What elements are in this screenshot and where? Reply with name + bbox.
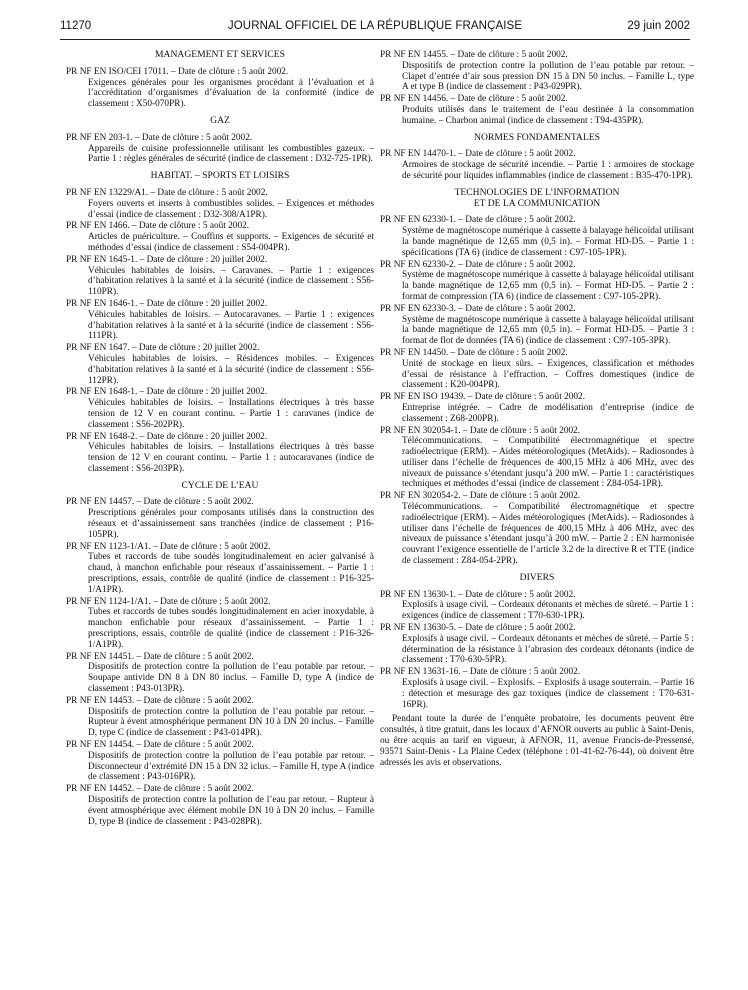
entry-description: Articles de puériculture. – Couffins et supports. – Exigences de sécurité et méthodes d’essai (indice de classement : S54-004PR). xyxy=(88,232,374,253)
standard-entry xyxy=(66,299,374,342)
entry-description: Dispositifs de protection contre la pollution de l’eau potable par retour. – Clapet d’entrée d’air sous pression DN 15 à DN 50 inclus. – Famille L, type A et type B (indice de classement : P43-029PR). xyxy=(402,60,694,93)
journal-title: JOURNAL OFFICIEL DE LA RÉPUBLIQUE FRANÇAISE xyxy=(227,20,523,32)
header-rule xyxy=(60,39,690,40)
entry-reference: PR NF EN 13630-5. – Date de clôture : 5 août 2002. xyxy=(380,623,576,634)
entry-description: Explosifs à usage civil. – Explosifs. – Explosifs à usage souterrain. – Partie 16 : détection et mesurage des gaz toxiques (indice de classement : T70-631-16PR). xyxy=(402,678,694,710)
entry-description: Explosifs à usage civil. – Cordeaux détonants et mèches de sûreté. – Partie 5 : détermination de la résistance à l’abrasion des cordeaux détonants (indice de classement : T70-630-5PR). xyxy=(402,633,694,666)
standard-entry xyxy=(380,491,694,567)
section-heading: HABITAT. – SPORTS ET LOISIRS xyxy=(150,170,290,182)
entry-reference: PR NF EN 14455. – Date de clôture : 5 août 2002. xyxy=(380,50,568,60)
standard-entry xyxy=(66,188,374,220)
standard-entry xyxy=(380,348,694,391)
entry-description: Dispositifs de protection contre la pollution de l’eau potable par retour. – Soupape antivide DN 8 à DN 80 inclus. – Famille D, type A (indice de classement : P43-013PR). xyxy=(88,662,374,695)
entry-reference: PR NF EN 14453. – Date de clôture : 5 août 2002. xyxy=(66,695,254,706)
standard-entry xyxy=(66,133,374,165)
entry-description: Véhicules habitables de loisirs. – Installations électriques à très basse tension de 12 V en courant continu. – Partie 1 : caravanes (indice de classement : S56-202PR). xyxy=(88,398,374,430)
entry-description: Télécommunications. – Compatibilité électromagnétique et spectre radioélectrique (ERM). – Aides météorologiques (MetAids). – Radiosondes à utiliser dans l’échelle de fréquences de 400,15 MHz à 406 MHz, avec des niveaux de puissance s’étendant jusqu’à 200 mW. – Partie 2 : EN harmonisée couvrant l’exigence essentielle de l’article 3.2 de la directive R et TTE (indice de classement : Z84-054-2PR). xyxy=(402,502,694,567)
standard-entry xyxy=(380,304,694,347)
entry-reference: PR NF EN 13630-1. – Date de clôture : 5 août 2002. xyxy=(380,589,576,600)
entry-reference: PR NF EN 1648-2. – Date de clôture : 20 juillet 2002. xyxy=(66,431,268,442)
entry-description: Dispositifs de protection contre la pollution de l’eau potable par retour. – Rupteur à évent atmosphérique permanent DN 10 à DN 20 inclus. – Famille D, type C (indice de classement : P43-014PR). xyxy=(88,706,374,739)
entry-reference: PR NF EN 62330-2. – Date de clôture : 5 août 2002. xyxy=(380,259,576,270)
right-column-sections xyxy=(380,50,694,710)
standard-entry xyxy=(380,260,694,303)
entry-description: Unité de stockage en lieux sûrs. – Exigences, classification et méthodes d’essai de résistance à l’effraction. – Coffres domestiques (indice de classement : K20-004PR). xyxy=(402,358,694,391)
entry-reference: PR NF EN ISO 19439. – Date de clôture : 5 août 2002. xyxy=(380,392,586,403)
entry-reference: PR NF EN 62330-1. – Date de clôture : 5 août 2002. xyxy=(380,215,576,226)
standard-entry xyxy=(380,426,694,491)
entry-reference: PR NF EN 14450. – Date de clôture : 5 août 2002. xyxy=(380,347,568,358)
entry-reference: PR NF EN 14454. – Date de clôture : 5 août 2002. xyxy=(66,740,254,751)
entry-description: Prescriptions générales pour composants utilisés dans la construction des réseaux et d’assainissement sans tranchées (indice de classement : P16-105PR). xyxy=(88,508,374,540)
right-column xyxy=(380,50,694,768)
entry-description: Système de magnétoscope numérique à cassette à balayage hélicoïdal utilisant la bande magnétique de 12,65 mm (0,5 in). – Format HD-D5. – Partie 1 : spécifications (TA 6) (indice de classement : C97-105-1PR). xyxy=(402,226,694,258)
publication-date: 29 juin 2002 xyxy=(627,20,690,32)
entry-description: Véhicules habitables de loisirs. – Caravanes. – Partie 1 : exigences d’habitation relatives à la santé et à la sécurité (indice de classement : S56-110PR). xyxy=(88,265,374,298)
section-heading: GAZ xyxy=(210,114,230,126)
standard-entry xyxy=(66,387,374,430)
entry-reference: PR NF EN 302054-1. – Date de clôture : 5 août 2002. xyxy=(380,425,581,436)
entry-description: Foyers ouverts et inserts à combustibles solides. – Exigences et méthodes d’essai (indice de classement : D32-308/A1PR). xyxy=(88,198,374,220)
standard-entry xyxy=(380,392,694,424)
entry-reference: PR NF EN 14457. – Date de clôture : 5 août 2002. xyxy=(66,497,254,508)
entry-reference: PR NF EN 13229/A1. – Date de clôture : 5 août 2002. xyxy=(66,187,268,198)
entry-reference: PR NF EN 1645-1. – Date de clôture : 20 juillet 2002. xyxy=(66,254,268,265)
entry-description: Exigences générales pour les organismes procédant à l’évaluation et à l’accréditation d’organismes d’évaluation de la conformité (indice de classement : X50-070PR). xyxy=(88,77,374,110)
standard-entry xyxy=(66,343,374,386)
entry-description: Armoires de stockage de sécurité incendie. – Partie 1 : armoires de stockage de sécurité pour liquides inflammables (indice de classement : B35-470-1PR). xyxy=(402,160,694,181)
page-number: 11270 xyxy=(60,20,92,32)
section-heading: TECHNOLOGIES DE L’INFORMATION ET DE LA COMMUNICATION xyxy=(454,186,620,209)
standard-entry xyxy=(66,432,374,475)
section-heading: NORMES FONDAMENTALES xyxy=(474,131,600,143)
entry-reference: PR NF EN 62330-3. – Date de clôture : 5 août 2002. xyxy=(380,303,576,314)
entry-reference: PR NF EN 14451. – Date de clôture : 5 août 2002. xyxy=(66,651,254,662)
entry-description: Dispositifs de protection contre la pollution de l’eau potable par retour. – Disconnecteur d’extrémité DN 15 à DN 32 iclus. – Famille H, type A (indice de classement : P43-016PR). xyxy=(88,750,374,783)
entry-description: Appareils de cuisine professionnelle utilisant les combustibles gazeux. – Partie 1 : règles générales de sécurité (indice de classement : D32-725-1PR). xyxy=(88,143,374,165)
section-heading: DIVERS xyxy=(519,571,555,583)
entry-description: Système de magnétoscope numérique à cassette à balayage hélicoïdal utilisant la bande magnétique de 12,65 mm (0,5 in). – Format HD-D5. – Partie 2 : format de compression (TA 6) (indice de classement : C97-105-2PR). xyxy=(402,270,694,302)
standard-entry xyxy=(380,590,694,622)
entry-description: Entreprise intégrée. – Cadre de modélisation d’entreprise (indice de classement : Z68-200PR). xyxy=(402,402,694,424)
entry-reference: PR NF EN 1466. – Date de clôture : 5 août 2002. xyxy=(66,221,250,232)
section-heading: CYCLE DE L’EAU xyxy=(181,479,259,491)
entry-description: Télécommunications. – Compatibilité électromagnétique et spectre radioélectrique (ERM). – Aides météorologiques (MetAids). – Radiosondes à utiliser dans l’échelle de fréquences de 400,15 MHz à 406 MHz, avec des niveaux de puissance s’étendant jusqu’à 200 mW. – Partie 1 : caractéristiques techniques et méthodes d’essai (indice de classement : Z84-054-1PR). xyxy=(402,436,694,490)
standard-entry xyxy=(66,497,374,540)
entry-reference: PR NF EN 1124-1/A1. – Date de clôture : 5 août 2002. xyxy=(66,596,271,607)
standard-entry xyxy=(380,149,694,181)
standard-entry xyxy=(380,667,694,710)
entry-reference: PR NF EN 14470-1. – Date de clôture : 5 août 2002. xyxy=(380,149,576,160)
standard-entry xyxy=(66,597,374,651)
standard-entry xyxy=(66,784,374,827)
entry-description: Véhicules habitables de loisirs. – Résidences mobiles. – Exigences d’habitation relatives à la santé et à la sécurité (indice de classement : S56-112PR). xyxy=(88,353,374,386)
entry-reference: PR NF EN 14456. – Date de clôture : 5 août 2002. xyxy=(380,94,568,105)
entry-reference: PR NF EN 14452. – Date de clôture : 5 août 2002. xyxy=(66,784,254,795)
closing-paragraph: Pendant toute la durée de l’enquête probatoire, les documents peuvent être consultés, à titre gratuit, dans les locaux d’AFNOR ouverts au public à Saint-Denis, ou être acquis au tarif en vigueur, à AFNOR, 11, avenue Francis-de-Pressensé, 93571 Saint-Denis - La Plaine Cedex (téléphone : 01-41-62-76-44), où doivent être adressés les avis et observations. xyxy=(380,714,694,768)
entry-reference: PR NF EN 203-1. – Date de clôture : 5 août 2002. xyxy=(66,132,253,143)
standard-entry xyxy=(66,255,374,298)
standard-entry xyxy=(380,623,694,666)
standard-entry xyxy=(66,652,374,695)
standard-entry xyxy=(66,740,374,783)
entry-reference: PR NF EN 1123-1/A1. – Date de clôture : 5 août 2002. xyxy=(66,541,271,552)
standard-entry xyxy=(66,696,374,739)
entry-description: Tubes et raccords de tubes soudés longitudinalement en acier inoxydable, à manchon enfichable pour réseaux d’assainissement. – Partie 1 : prescriptions, essais, contrôle de qualité (indice de classement : P16-326-1/A1PR). xyxy=(88,607,374,650)
page-header xyxy=(60,12,690,38)
standard-entry xyxy=(66,542,374,596)
standard-entry xyxy=(66,67,374,110)
entry-description: Produits utilisés dans le traitement de l’eau destinée à la consommation humaine. – Charbon animal (indice de classement : T94-435PR). xyxy=(402,104,694,126)
entry-description: Tubes et raccords de tube soudés longitudinalement en acier galvanisé à chaud, à manchon enfichable pour réseaux d’assainissement. – Partie 1 : prescriptions, essais, contrôle de qualité (indice de classement : P16-325-1/A1PR). xyxy=(88,552,374,595)
section-heading: MANAGEMENT ET SERVICES xyxy=(155,49,285,60)
standard-entry xyxy=(380,215,694,258)
entry-reference: PR NF EN ISO/CEI 17011. – Date de clôture : 5 août 2002. xyxy=(66,66,289,77)
entry-reference: PR NF EN 1647. – Date de clôture : 20 juillet 2002. xyxy=(66,343,260,354)
entry-description: Véhicules habitables de loisirs. – Installations électriques à très basse tension de 12 V en courant continu. – Partie 1 : autocaravanes (indice de classement : S56-203PR). xyxy=(88,442,374,474)
left-column xyxy=(66,50,374,828)
entry-description: Dispositifs de protection contre la pollution de l’eau par retour. – Rupteur à évent atmosphérique avec élément mobile DN 10 à DN 20 inclus. – Famille D, type B (indice de classement : P43-028PR). xyxy=(88,795,374,827)
entry-reference: PR NF EN 1646-1. – Date de clôture : 20 juillet 2002. xyxy=(66,298,268,309)
entry-description: Véhicules habitables de loisirs. – Autocaravanes. – Partie 1 : exigences d’habitation relatives à la santé et à la sécurité (indice de classement : S56-111PR). xyxy=(88,309,374,342)
standard-entry xyxy=(380,94,694,126)
entry-reference: PR NF EN 302054-2. – Date de clôture : 5 août 2002. xyxy=(380,491,581,502)
standard-entry xyxy=(380,50,694,93)
standard-entry xyxy=(66,221,374,253)
entry-description: Système de magnétoscope numérique à cassette à balayage hélicoïdal utilisant la bande magnétique de 12,65 mm (0,5 in). – Format HD-D5. – Partie 3 : format de flot de données (TA 6) (indice de classement : C97-105-3PR). xyxy=(402,314,694,347)
entry-description: Explosifs à usage civil. – Cordeaux détonants et mèches de sûreté. – Partie 1 : exigences (indice de classement : T70-630-1PR). xyxy=(402,600,694,622)
entry-reference: PR NF EN 13631-16. – Date de clôture : 5 août 2002. xyxy=(380,667,581,678)
entry-reference: PR NF EN 1648-1. – Date de clôture : 20 juillet 2002. xyxy=(66,387,268,398)
